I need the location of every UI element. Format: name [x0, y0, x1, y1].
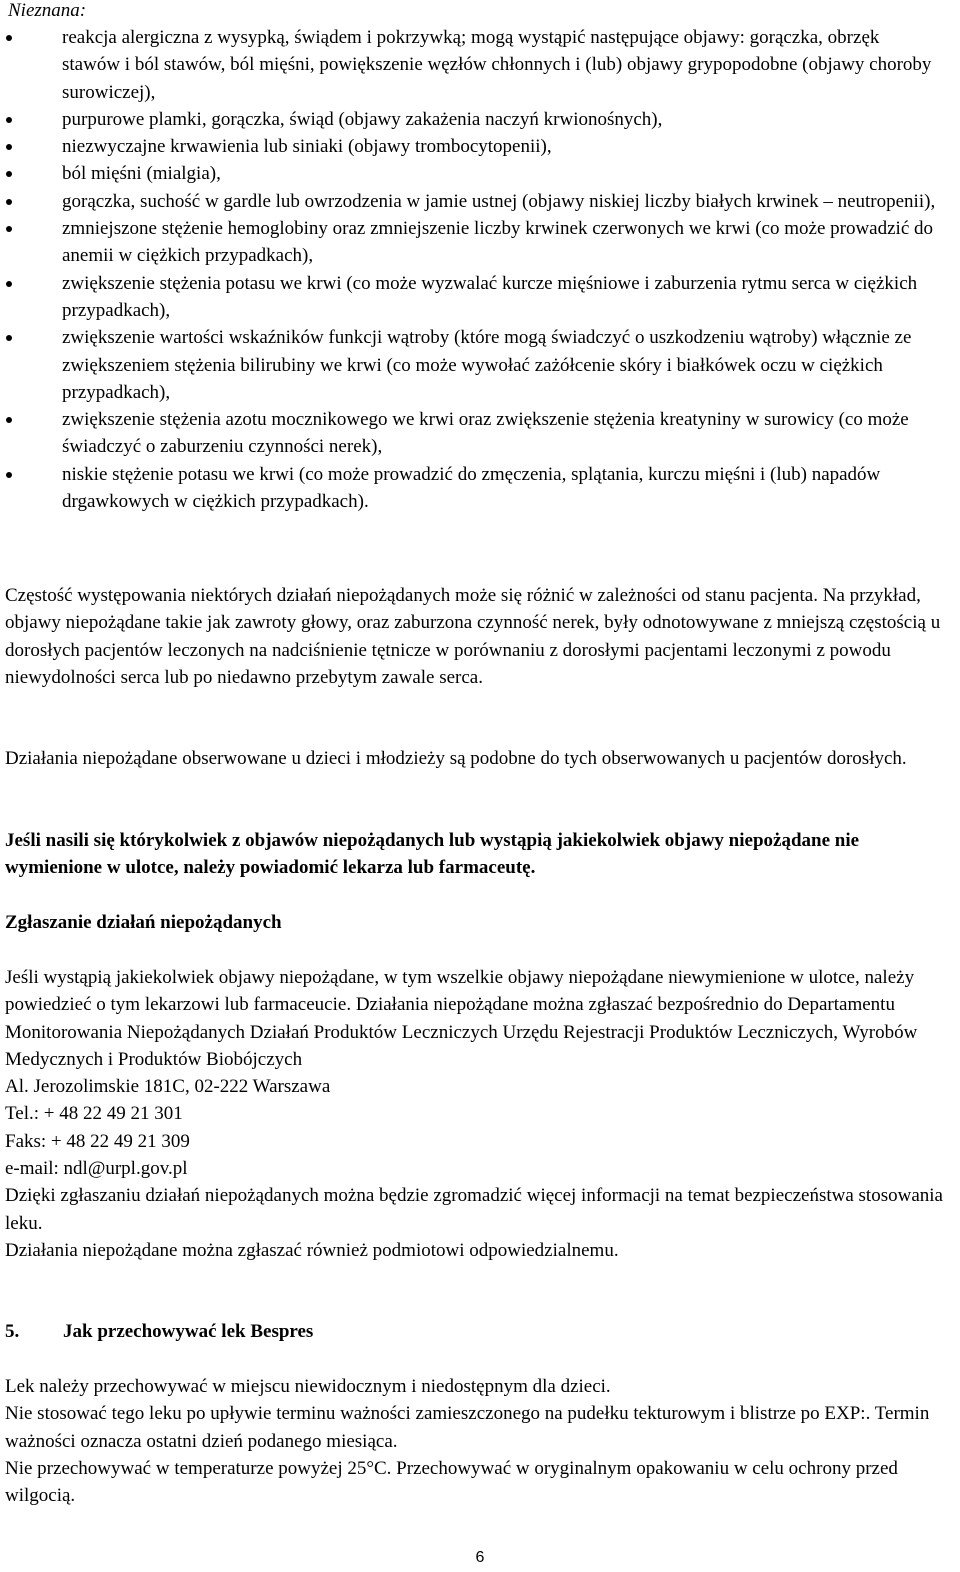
list-item: zmniejszone stężenie hemoglobiny oraz zmniejszenie liczby krwinek czerwonych we krwi (co może prowadzić do anemii w ciężkich przypadkach), — [0, 215, 940, 270]
bullet-icon — [6, 199, 12, 205]
storage-line-2: Nie stosować tego leku po upływie terminu ważności zamieszczonego na pudełku tekturowym i blistrze po EXP:. Termin ważności oznacza ostatni dzień podanego miesiąca. — [5, 1403, 930, 1452]
list-item: niezwyczajne krwawienia lub siniaki (objawy trombocytopenii), — [0, 133, 940, 160]
bullet-icon — [6, 335, 12, 341]
reporting-fax: Faks: + 48 22 49 21 309 — [5, 1130, 190, 1152]
storage-line-3: Nie przechowywać w temperaturze powyżej 25°C. Przechowywać w oryginalnym opakowaniu w celu ochrony przed wilgocią. — [5, 1457, 898, 1507]
reporting-title: Zgłaszanie działań niepożądanych — [5, 912, 282, 933]
list-item: niskie stężenie potasu we krwi (co może prowadzić do zmęczenia, splątania, kurczu mięśni i (lub) napadów drgawkowych w ciężkich przypadkach). — [0, 461, 940, 516]
bullet-icon — [6, 226, 12, 232]
reporting-block — [5, 964, 957, 1264]
bullet-icon — [6, 117, 12, 123]
storage-section-title — [5, 1318, 313, 1345]
list-item: purpurowe plamki, gorączka, świąd (objawy zakażenia naczyń krwionośnych), — [0, 106, 940, 133]
frequency-paragraph: Częstość występowania niektórych działań niepożądanych może się różnić w zależności od stanu pacjenta. Na przykład, objawy niepożądane takie jak zawroty głowy, oraz zaburzona czynność nerek, były odnotowywane z mniejszą częstością u dorosłych pacjentów leczonych na nadciśnienie tętnicze w porównaniu z dorosłymi pacjentami leczonymi z powodu niewydolności serca lub po niedawno przebytym zawale serca. — [5, 585, 941, 688]
storage-section-number: 5. — [5, 1321, 20, 1342]
reporting-benefit: Dzięki zgłaszaniu działań niepożądanych można będzie zgromadzić więcej informacji na temat bezpieczeństwa stosowania leku. — [5, 1185, 943, 1234]
bullet-icon — [6, 472, 12, 478]
bullet-icon — [6, 144, 12, 150]
storage-block — [5, 1373, 957, 1509]
bullet-icon — [6, 35, 12, 41]
reporting-address: Al. Jerozolimskie 181C, 02-222 Warszawa — [5, 1076, 331, 1098]
list-item: gorączka, suchość w gardle lub owrzodzenia w jamie ustnej (objawy niskiej liczby białych krwinek – neutropenii), — [0, 188, 940, 215]
bullet-icon — [6, 281, 12, 287]
list-item: reakcja alergiczna z wysypką, świądem i pokrzywką; mogą wystąpić następujące objawy: gorączka, obrzęk stawów i ból stawów, ból mięśni, powiększenie węzłów chłonnych i (lub) objawy grypopodobne (objawy choroby surowiczej), — [0, 24, 940, 106]
bullet-icon — [6, 417, 12, 423]
reporting-intro: Jeśli wystąpią jakiekolwiek objawy niepożądane, w tym wszelkie objawy niepożądane niewymienione w ulotce, należy powiedzieć o tym lekarzowi lub farmaceucie. Działania niepożądane można zgłaszać bezpośrednio do Departamentu Monitorowania Niepożądanych Działań Produktów Leczniczych Urzędu Rejestracji Produktów Leczniczych, Wyrobów Medycznych i Produktów Biobójczych — [5, 967, 918, 1070]
list-item: zwiększenie stężenia potasu we krwi (co może wyzwalać kurcze mięśniowe i zaburzenia rytmu serca w ciężkich przypadkach), — [0, 270, 940, 325]
storage-line-1: Lek należy przechowywać w miejscu niewidocznym i niedostępnym dla dzieci. — [5, 1376, 611, 1397]
storage-section-heading: Jak przechowywać lek Bespres — [63, 1321, 314, 1342]
page-number: 6 — [475, 1549, 485, 1566]
children-paragraph: Działania niepożądane obserwowane u dzieci i młodzieży są podobne do tych obserwowanych u pacjentów dorosłych. — [5, 748, 907, 769]
reporting-email[interactable]: e-mail: ndl@urpl.gov.pl — [5, 1158, 188, 1180]
reporting-also: Działania niepożądane można zgłaszać również podmiotowi odpowiedzialnemu. — [5, 1239, 619, 1261]
list-item: zwiększenie wartości wskaźników funkcji wątroby (które mogą świadczyć o uszkodzeniu wątroby) włącznie ze zwiększeniem stężenia bilirubiny we krwi (co może wywołać zażółcenie skóry i białkówek oczu w ciężkich przypadkach), — [0, 324, 940, 406]
list-item: ból mięśni (mialgia), — [0, 160, 940, 187]
side-effects-list — [0, 24, 940, 515]
warning-paragraph: Jeśli nasili się którykolwiek z objawów niepożądanych lub wystąpią jakiekolwiek objawy niepożądane nie wymienione w ulotce, należy powiadomić lekarza lub farmaceutę. — [5, 830, 860, 879]
section-label: Nieznana: — [8, 0, 87, 21]
reporting-phone: Tel.: + 48 22 49 21 301 — [5, 1103, 183, 1125]
bullet-icon — [6, 171, 12, 177]
list-item: zwiększenie stężenia azotu mocznikowego we krwi oraz zwiększenie stężenia kreatyniny w surowicy (co może świadczyć o zaburzeniu czynności nerek), — [0, 406, 940, 461]
